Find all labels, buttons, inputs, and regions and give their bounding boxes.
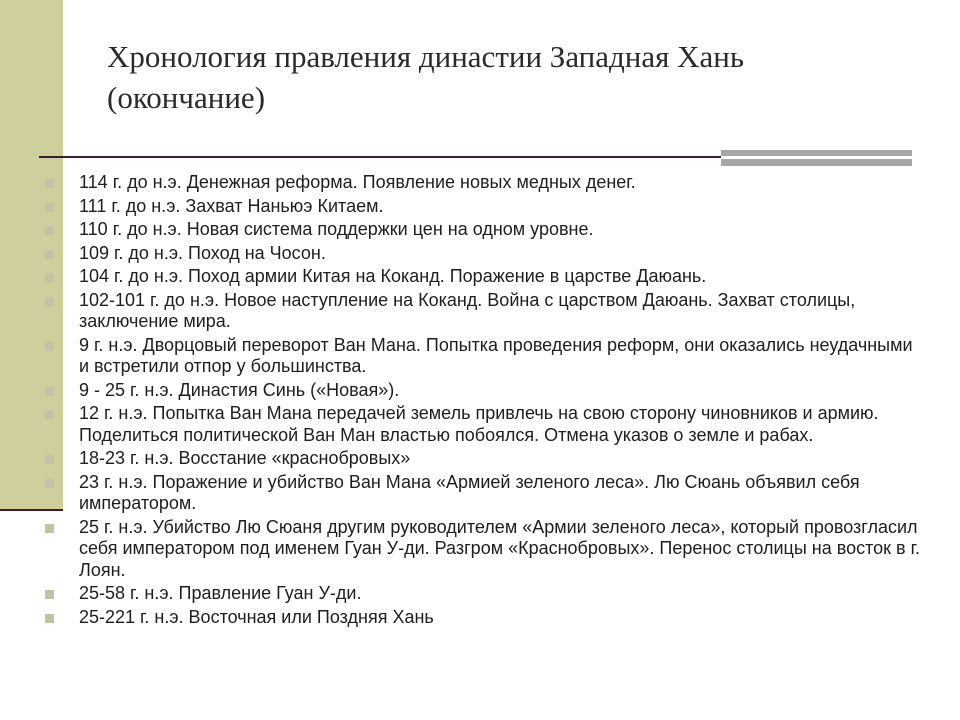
list-item [44, 243, 924, 265]
list-item [44, 266, 924, 288]
list-item-text: 25-221 г. н.э. Восточная или Поздняя Хань [79, 606, 434, 627]
square-bullet-icon [45, 226, 54, 235]
list-item [44, 448, 924, 470]
list-item [44, 335, 924, 378]
list-item-text: 104 г. до н.э. Поход армии Китая на Коканд. Поражение в царстве Даюань. [79, 266, 707, 286]
square-bullet-icon [45, 479, 54, 488]
square-bullet-icon [45, 590, 54, 599]
list-item [44, 196, 924, 218]
list-item-text: 25 г. н.э. Убийство Лю Сюаня другим руководителем «Армии зеленого леса», который провозгласил себя императором под именем Гуан У-ди. Разгром «Краснобровых». Перенос столицы на восток в г. Лоян. [79, 516, 920, 580]
square-bullet-icon [45, 614, 54, 623]
list-item [44, 219, 924, 241]
list-item [44, 517, 924, 582]
list-item [44, 380, 924, 402]
square-bullet-icon [45, 455, 54, 464]
square-bullet-icon [45, 297, 54, 306]
list-item-text: 109 г. до н.э. Поход на Чосон. [79, 242, 326, 263]
square-bullet-icon [45, 250, 54, 259]
list-item [44, 607, 924, 629]
list-item-text: 102-101 г. до н.э. Новое наступление на Коканд. Война с царством Даюань. Захват столицы, заключение мира. [79, 289, 856, 331]
slide-title [107, 36, 907, 118]
list-item-text: 110 г. до н.э. Новая система поддержки цен на одном уровне. [79, 219, 594, 239]
list-item [44, 403, 924, 446]
square-bullet-icon [45, 203, 54, 212]
list-item-text: 25-58 г. н.э. Правление Гуан У-ди. [79, 583, 362, 603]
list-item [44, 290, 924, 333]
list-item [44, 172, 924, 194]
square-bullet-icon [45, 342, 54, 351]
list-item-text: 23 г. н.э. Поражение и убийство Ван Мана «Армией зеленого леса». Лю Сюань объявил себя императором. [79, 471, 860, 513]
square-bullet-icon [45, 410, 54, 419]
list-item [44, 583, 924, 605]
list-item-text: 12 г. н.э. Попытка Ван Мана передачей земель привлечь на свою сторону чиновников и армию. Поделиться политической Ван Ман властью побоялся. Отмена указов о земле и рабах. [79, 403, 879, 445]
title-divider-accent [721, 150, 912, 166]
square-bullet-icon [45, 387, 54, 396]
list-item-text: 18-23 г. н.э. Восстание «краснобровых» [79, 448, 411, 468]
list-item-text: 114 г. до н.э. Денежная реформа. Появление новых медных денег. [79, 172, 636, 192]
list-item [44, 472, 924, 515]
list-item-text: 9 г. н.э. Дворцовый переворот Ван Мана. Попытка проведения реформ, они оказались неудачными и встретили отпор у большинства. [79, 334, 913, 376]
square-bullet-icon [45, 524, 54, 533]
square-bullet-icon [45, 179, 54, 188]
square-bullet-icon [45, 273, 54, 282]
slide-title-line-1: Хронология правления династии Западная Хань [107, 39, 745, 74]
slide-title-line-2: (окончание) [107, 80, 266, 115]
timeline-list [44, 172, 924, 630]
list-item-text: 111 г. до н.э. Захват Наньюэ Китаем. [79, 195, 384, 216]
list-item-text: 9 - 25 г. н.э. Династия Синь («Новая»). [79, 379, 400, 400]
